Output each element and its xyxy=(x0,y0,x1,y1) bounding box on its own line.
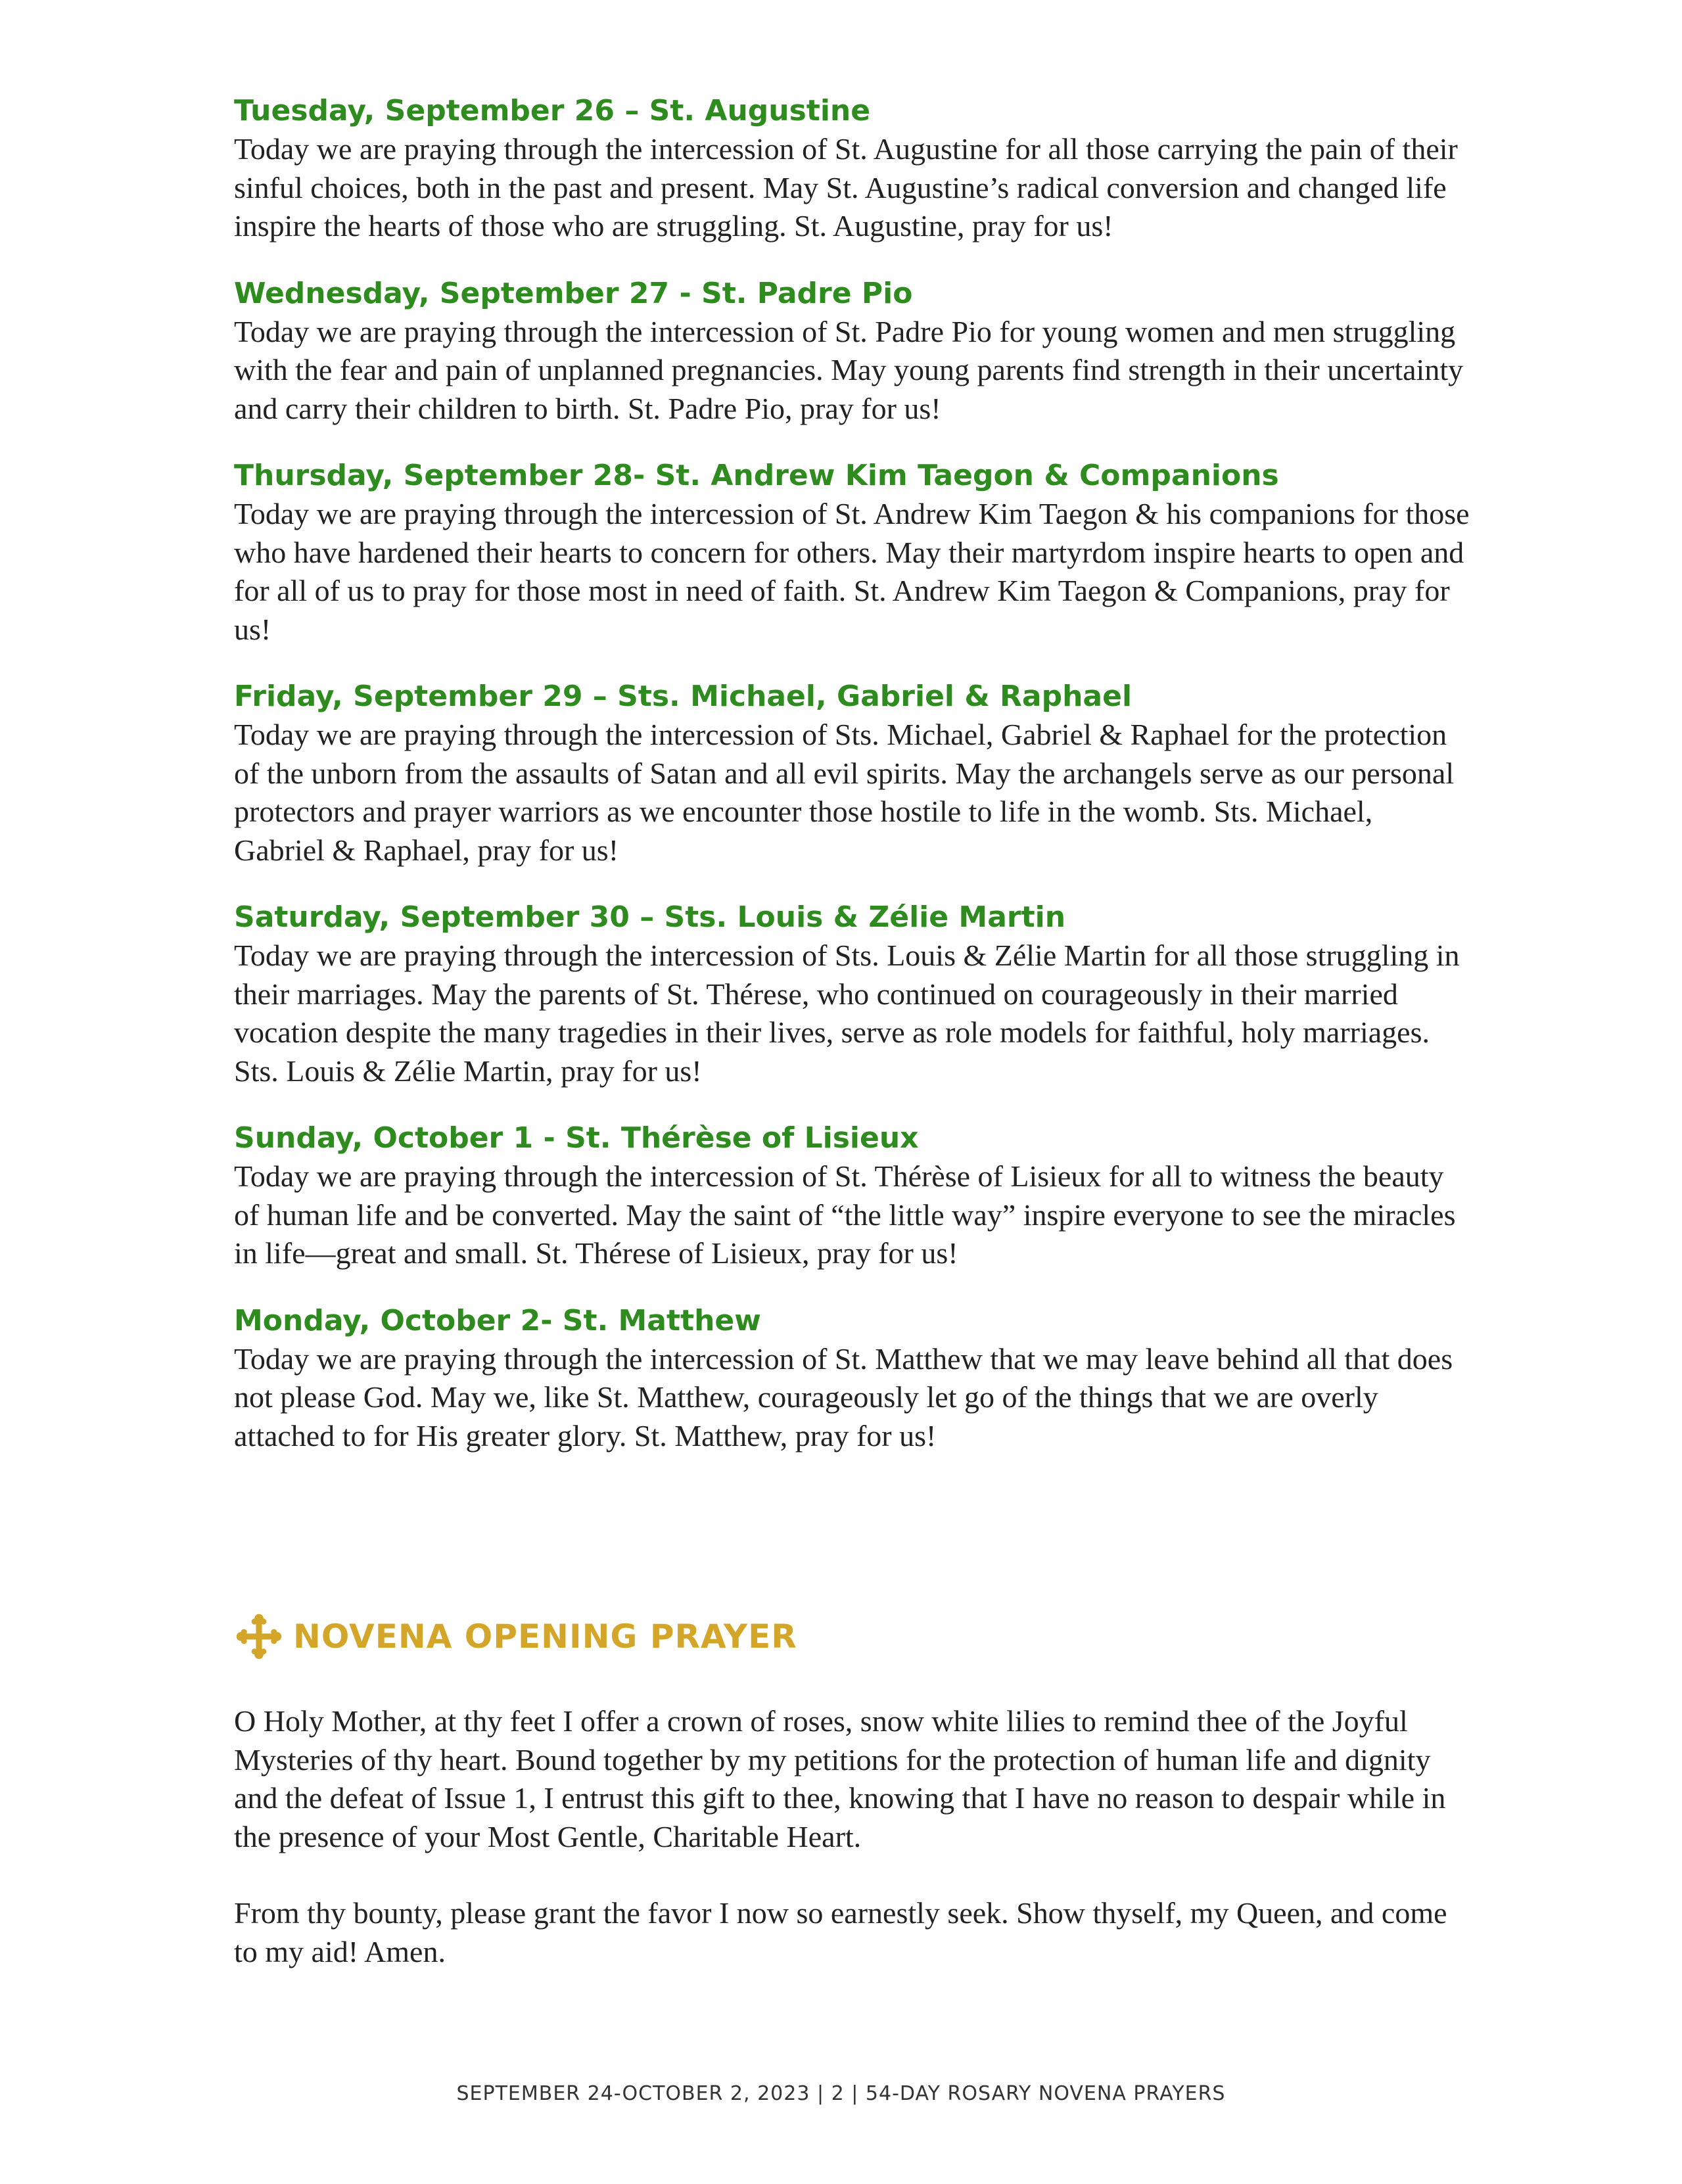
entry-wednesday xyxy=(234,275,1470,429)
cross-icon xyxy=(234,1612,284,1661)
entry-monday xyxy=(234,1302,1470,1456)
entry-body: Today we are praying through the intercession of Sts. Louis & Zélie Martin for all those struggling in their marriages. May the parents of St. Thérese, who continued on courageously in their married vocation despite the many tragedies in their lives, serve as role models for faithful, holy marriages. Sts. Louis & Zélie Martin, pray for us! xyxy=(234,939,1460,1088)
entry-body: Today we are praying through the intercession of St. Augustine for all those carrying the pain of their sinful choices, both in the past and present. May St. Augustine’s radical conversion and changed life inspire the hearts of those who are struggling. St. Augustine, pray for us! xyxy=(234,132,1458,243)
entry-body: Today we are praying through the intercession of Sts. Michael, Gabriel & Raphael for the protection of the unborn from the assaults of Satan and all evil spirits. May the archangels serve as our personal protectors and prayer warriors as we encounter those hostile to life in the womb. Sts. Michael, Gabriel & Raphael, pray for us! xyxy=(234,718,1455,867)
prayer-paragraph: From thy bounty, please grant the favor I now so earnestly seek. Show thyself, my Queen, and come to my aid! Amen. xyxy=(234,1896,1447,1968)
entry-tuesday xyxy=(234,92,1470,246)
saint-entries xyxy=(234,92,1470,1484)
novena-opening-prayer xyxy=(234,1612,1470,2009)
entry-thursday xyxy=(234,457,1470,649)
prayer-heading xyxy=(234,1612,1470,1661)
entry-title: Wednesday, September 27 - St. Padre Pio xyxy=(234,276,913,310)
prayer-paragraph: O Holy Mother, at thy feet I offer a crown of roses, snow white lilies to remind thee of the Joyful Mysteries of thy heart. Bound together by my petitions for the protection of human life and dignity and the defeat of Issue 1, I entrust this gift to thee, knowing that I have no reason to despair while in the presence of your Most Gentle, Charitable Heart. xyxy=(234,1704,1446,1853)
entry-title: Friday, September 29 – Sts. Michael, Gabriel & Raphael xyxy=(234,680,1133,713)
entry-title: Sunday, October 1 - St. Thérèse of Lisieux xyxy=(234,1121,919,1155)
entry-body: Today we are praying through the intercession of St. Matthew that we may leave behind all that does not please God. May we, like St. Matthew, courageously let go of the things that we are overly attached to for His greater glory. St. Matthew, pray for us! xyxy=(234,1341,1453,1452)
entry-title: Thursday, September 28- St. Andrew Kim Taegon & Companions xyxy=(234,459,1279,492)
entry-body: Today we are praying through the intercession of St. Thérèse of Lisieux for all to witness the beauty of human life and be converted. May the saint of “the little way” inspire everyone to see the miracles in life—great and small. St. Thérese of Lisieux, pray for us! xyxy=(234,1159,1456,1270)
prayer-title: NOVENA OPENING PRAYER xyxy=(293,1617,797,1656)
entry-friday xyxy=(234,678,1470,870)
page-footer: SEPTEMBER 24-OCTOBER 2, 2023 | 2 | 54-DAY ROSARY NOVENA PRAYERS xyxy=(456,2082,1226,2105)
entry-title: Monday, October 2- St. Matthew xyxy=(234,1303,761,1337)
entry-body: Today we are praying through the intercession of St. Padre Pio for young women and men struggling with the fear and pain of unplanned pregnancies. May young parents find strength in their uncertainty and carry their children to birth. St. Padre Pio, pray for us! xyxy=(234,314,1464,425)
entry-saturday xyxy=(234,898,1470,1090)
entry-title: Tuesday, September 26 – St. Augustine xyxy=(234,94,871,128)
entry-sunday xyxy=(234,1119,1470,1273)
entry-title: Saturday, September 30 – Sts. Louis & Zélie Martin xyxy=(234,900,1066,934)
entry-body: Today we are praying through the intercession of St. Andrew Kim Taegon & his companions for those who have hardened their hearts to concern for others. May their martyrdom inspire hearts to open and for all of us to pray for those most in need of faith. St. Andrew Kim Taegon & Companions, pray for us! xyxy=(234,497,1470,646)
